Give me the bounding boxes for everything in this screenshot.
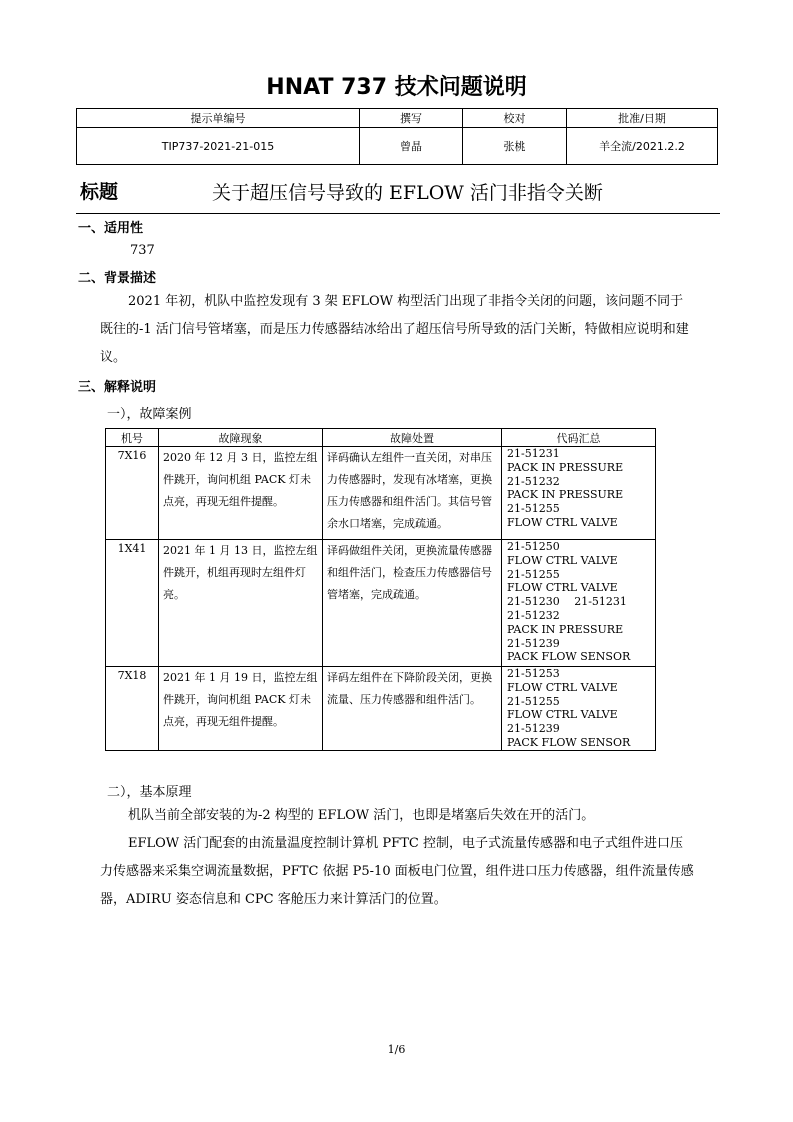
code-line: 21-51239 [507,722,560,736]
section1-heading: 一、适用性 [78,221,144,236]
meta-value-tip: TIP737-2021-21-015 [77,128,360,165]
code-line: 21-51250 [507,540,560,553]
case-symptom: 2021 年 1 月 13 日，监控左组件跳开，机组再现时左组件灯亮。 [159,540,323,667]
table-row [106,540,656,667]
code-line: 21-51232 [507,608,560,622]
applicability-value: 737 [130,243,155,258]
meta-header-reviewer: 校对 [463,109,567,128]
table-row [106,667,656,751]
case-header-action: 故障处置 [323,429,502,447]
code-line: 21-51255 [507,694,560,708]
case-header-id: 机号 [106,429,159,447]
code-line: PACK IN PRESSURE [507,488,624,502]
principle-paragraph-1: 机队当前全部安装的为-2 构型的 EFLOW 活门，也即是堵塞后失效在开的活门。 [128,808,595,823]
meta-table [76,108,718,165]
fault-case-table [105,428,656,751]
code-line: 21-51239 [507,636,560,650]
code-line: 21-51255 [507,567,560,581]
code-line: PACK IN PRESSURE [507,622,624,636]
code-line: 21-51232 [507,474,560,488]
code-line: 21-51231 [507,447,560,460]
case-action: 译码左组件在下降阶段关闭，更换流量、压力传感器和组件活门。 [323,667,502,751]
code-line: 21-51255 [507,502,560,516]
code-line: 21-51230 21-51231 [507,595,627,609]
principle-heading: 二），基本原理 [107,785,192,800]
case-header-symptom: 故障现象 [159,429,323,447]
code-line: FLOW CTRL VALVE [507,553,618,567]
subject-label: 标题 [80,181,119,203]
code-line: FLOW CTRL VALVE [507,515,618,529]
code-line: PACK FLOW SENSOR [507,735,631,749]
subject-divider [76,213,720,214]
case-header-codes: 代码汇总 [502,429,656,447]
principle-paragraph-2: EFLOW 活门配套的由流量温度控制计算机 PFTC 控制，电子式流量传感器和电子式组件进口压力传感器来采集空调流量数据，PFTC 依据 P5-10 面板电门位置，组件进口压力传感器，组件流量传感器，ADIRU 姿态信息和 CPC 客舱压力来计算活门的位置。 [100,836,694,907]
section2-heading: 二、背景描述 [78,271,157,286]
meta-header-tip: 提示单编号 [77,109,360,128]
meta-value-author: 曾晶 [360,128,463,165]
meta-value-reviewer: 张桃 [463,128,567,165]
document-title: HNAT 737 技术问题说明 [266,75,527,100]
case-action: 译码做组件关闭，更换流量传感器和组件活门，检查压力传感器信号管堵塞，完成疏通。 [323,540,502,667]
case-codes [502,540,656,667]
subject-text: 关于超压信号导致的 EFLOW 活门非指令关断 [212,182,603,204]
code-line: FLOW CTRL VALVE [507,708,618,722]
page-number: 1/6 [387,1043,406,1056]
table-row [106,447,656,540]
case-action: 译码确认左组件一直关闭，对串压力传感器时，发现有冰堵塞，更换压力传感器和组件活门。其信号管余水口堵塞，完成疏通。 [323,447,502,540]
code-line: 21-51253 [507,667,560,680]
code-line: PACK IN PRESSURE [507,460,624,474]
case-symptom: 2021 年 1 月 19 日，监控左组件跳开，询问机组 PACK 灯未点亮，再现无组件提醒。 [159,667,323,751]
case-codes [502,667,656,751]
section3-heading: 三、解释说明 [78,380,157,395]
case-codes [502,447,656,540]
meta-header-approval: 批准/日期 [567,109,718,128]
fault-cases-heading: 一），故障案例 [107,407,192,422]
background-paragraph: 2021 年初，机队中监控发现有 3 架 EFLOW 构型活门出现了非指令关闭的问题，该问题不同于既往的-1 活门信号管堵塞，而是压力传感器结冰给出了超压信号所导致的活门关断，特做相应说明和建议。 [100,294,689,365]
meta-value-approval: 羊全流/2021.2.2 [567,128,718,165]
meta-header-author: 撰写 [360,109,463,128]
code-line: FLOW CTRL VALVE [507,680,618,694]
case-id: 1X41 [106,540,159,667]
case-id: 7X18 [106,667,159,751]
case-id: 7X16 [106,447,159,540]
case-symptom: 2020 年 12 月 3 日，监控左组件跳开，询问机组 PACK 灯未点亮，再现无组件提醒。 [159,447,323,540]
code-line: PACK FLOW SENSOR [507,650,631,664]
code-line: FLOW CTRL VALVE [507,581,618,595]
